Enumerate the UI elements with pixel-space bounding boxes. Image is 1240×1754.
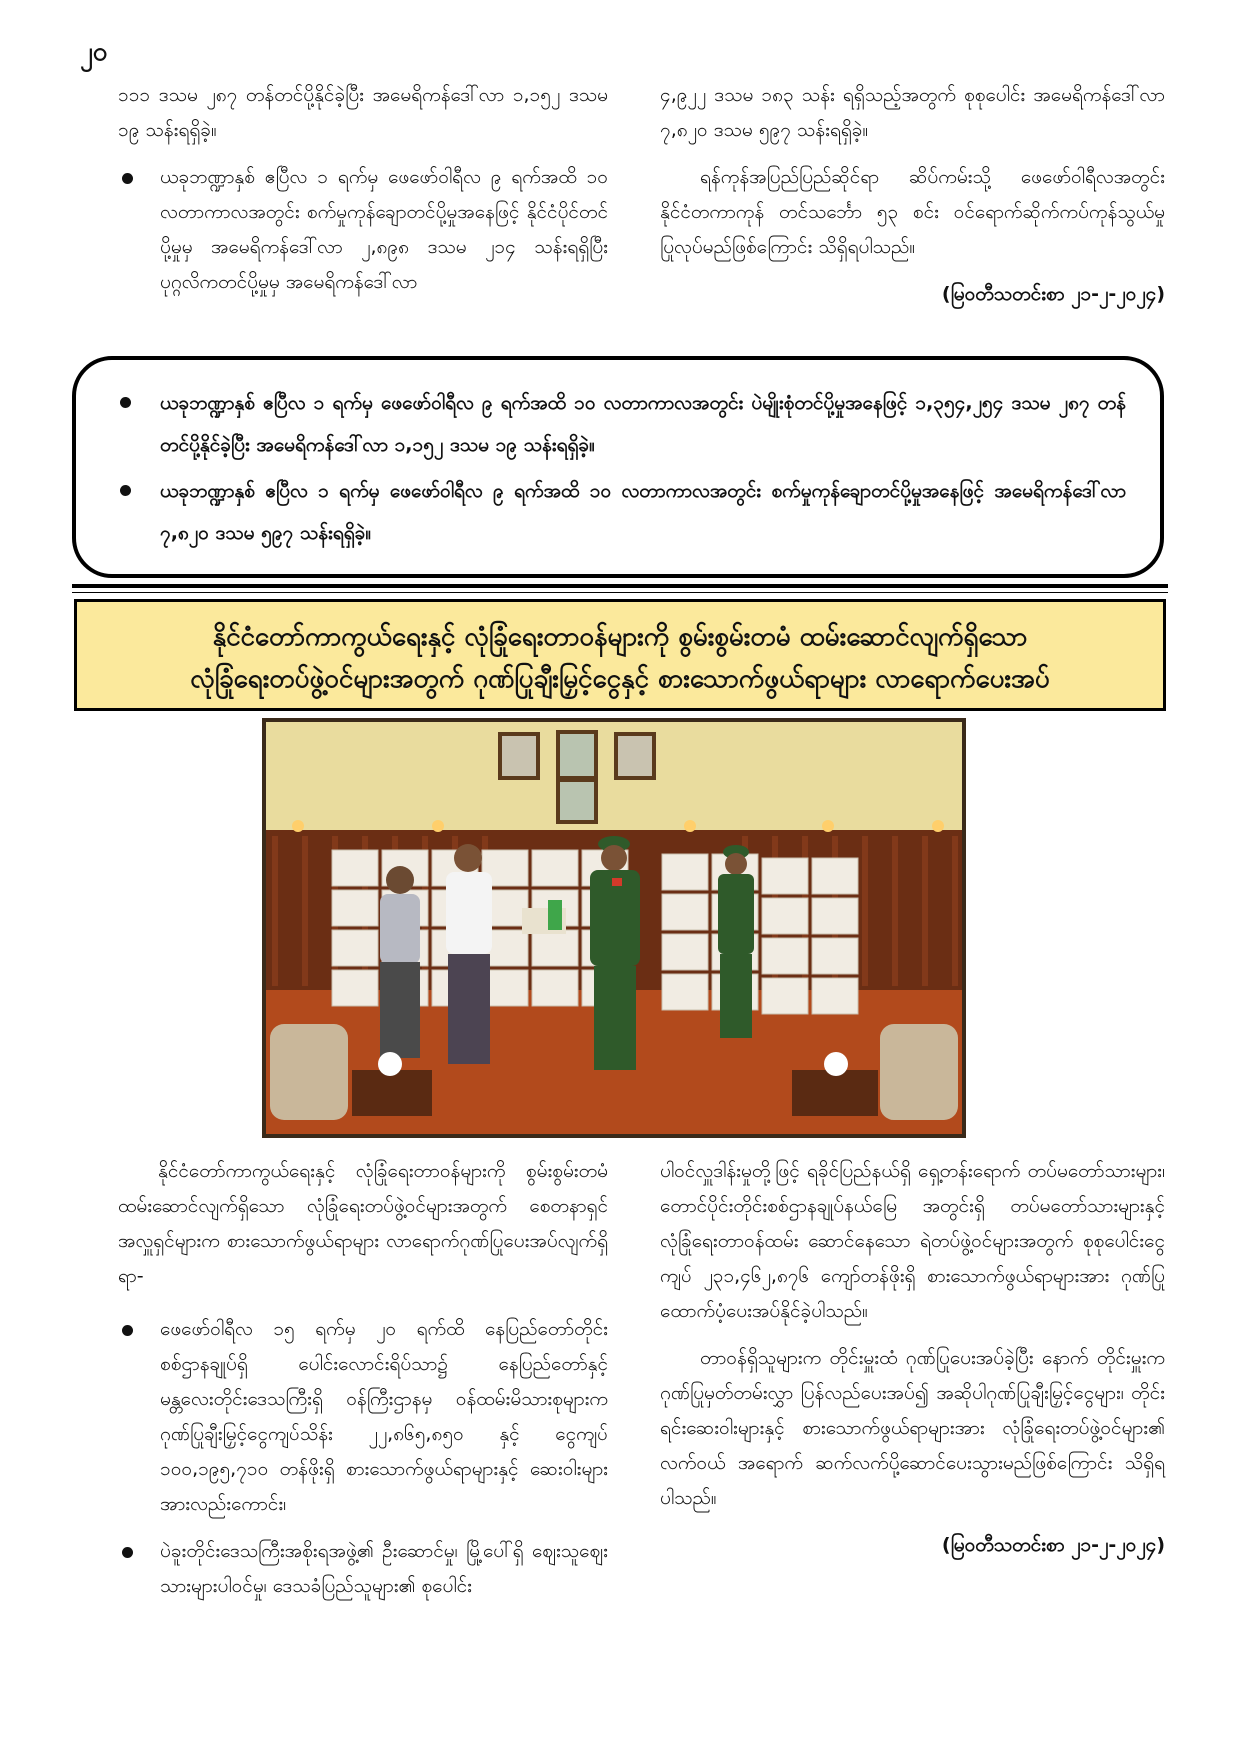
intro-paragraph: နိုင်ငံတော်ကာကွယ်ရေးနှင့် လုံခြုံရေးတာဝန်များကို စွမ်းစွမ်းတမံထမ်းဆောင်လျက်ရှိသော လုံခြုံရေးတပ်ဖွဲ့ဝင်များအတွက် စေတနာရှင်အလှူရှင်များက စားသောက်ဖွယ်ရာများ လာရောက်ဂုဏ်ပြုပေးအပ်လျက်ရှိရာ- <box>118 1160 608 1287</box>
divider <box>72 592 1168 593</box>
list-item-text: ပဲခူးတိုင်းဒေသကြီးအစိုးရအဖွဲ့၏ ဦးဆောင်မှု၊ မြို့ပေါ်ရှိ စျေးသူစျေးသားများပါဝင်မှု၊ ဒေသခံပြည်သူများ၏ စုပေါင်း <box>160 1540 608 1597</box>
bullet-icon <box>122 1547 133 1558</box>
top-right-column <box>660 78 1165 312</box>
continued-paragraph: ၁၁၁ ဒသမ ၂၈၇ တန်တင်ပို့နိုင်ခဲ့ပြီး အမေရိကန်ဒေါ်လာ ၁,၁၅၂ ဒသမ ၁၉ သန်းရရှိခဲ့။ <box>118 84 608 141</box>
donation-ceremony-photo <box>262 718 966 1138</box>
paragraph: တာဝန်ရှိသူများက တိုင်းမှူးထံ ဂုဏ်ပြုပေးအပ်ခဲ့ပြီး နောက် တိုင်းမှူးက ဂုဏ်ပြုမှတ်တမ်းလွှာ ပြန်လည်ပေးအပ်၍ အဆိုပါဂုဏ်ပြုချီးမြှင့်ငွေများ၊ တိုင်းရင်းဆေးဝါးများနှင့် စားသောက်ဖွယ်ရာများအား လုံခြုံရေးတပ်ဖွဲ့ဝင်များ၏ လက်ဝယ် အရောက် ဆက်လက်ပို့ဆောင်ပေးသွားမည်ဖြစ်ကြောင်း သိရှိရပါသည်။ <box>660 1347 1165 1509</box>
bullet-icon <box>120 485 131 496</box>
divider <box>72 584 1168 588</box>
summary-box <box>72 356 1164 578</box>
bottom-left-column <box>118 1154 608 1616</box>
continued-paragraph: ပါဝင်လှူဒါန်းမှုတို့ဖြင့် ရခိုင်ပြည်နယ်ရှိ ရှေ့တန်းရောက် တပ်မတော်သားများ၊ တောင်ပိုင်းတိုင်းစစ်ဌာနချုပ်နယ်မြေ အတွင်းရှိ တပ်မတော်သားများနှင့် လုံခြုံရေးတာဝန်ထမ်း ဆောင်နေသော ရဲတပ်ဖွဲ့ဝင်များအတွက် စုစုပေါင်းငွေကျပ် ၂၃၁,၄၆၂,၈၇၆ ကျော်တန်ဖိုးရှိ စားသောက်ဖွယ်ရာများအား ဂုဏ်ပြုထောက်ပံ့ပေးအပ်နိုင်ခဲ့ပါသည်။ <box>660 1160 1165 1322</box>
bullet-icon <box>122 173 133 184</box>
list-item <box>116 382 1126 466</box>
photo-illustration <box>262 718 966 1138</box>
headline-line-1: နိုင်ငံတော်ကာကွယ်ရေးနှင့် လုံခြုံရေးတာဝန်များကို စွမ်းစွမ်းတမံ ထမ်းဆောင်လျက်ရှိသော <box>212 622 1028 652</box>
list-item <box>116 470 1126 554</box>
article-headline <box>74 599 1166 711</box>
list-item <box>118 1534 608 1604</box>
bullet-icon <box>120 397 131 408</box>
list-item-text: ဖေဖော်ဝါရီလ ၁၅ ရက်မှ ၂၀ ရက်ထိ နေပြည်တော်တိုင်း စစ်ဌာနချုပ်ရှိ ပေါင်းလောင်းရိပ်သာ၌ နေပြည်တော်နှင့် မန္တလေးတိုင်းဒေသကြီးရှိ ဝန်ကြီးဌာနမှ ဝန်ထမ်းမိသားစုများက ဂုဏ်ပြုချီးမြှင့်ငွေကျပ်သိန်း ၂၂,၈၆၅,၈၅၀ နှင့် ငွေကျပ် ၁၀၀,၁၉၅,၇၁၀ တန်ဖိုးရှိ စားသောက်ဖွယ်ရာများနှင့် ဆေးဝါးများအားလည်းကောင်း၊ <box>160 1318 608 1515</box>
list-item-text: ယခုဘဏ္ဍာနှစ် ဧပြီလ ၁ ရက်မှ ဖေဖော်ဝါရီလ ၉ ရက်အထိ ၁၀ လတာကာလအတွင်း စက်မှုကုန်ချောတင်ပို့မှုအနေဖြင့် အမေရိကန်ဒေါ်လာ ၇,၈၂၀ ဒသမ ၅၉၇ သန်းရရှိခဲ့။ <box>160 480 1126 544</box>
source-citation: (မြဝတီသတင်းစာ ၂၁-၂-၂၀၂၄) <box>941 283 1165 305</box>
bottom-right-column <box>660 1154 1165 1563</box>
list-item <box>118 1312 608 1522</box>
headline-line-2: လုံခြုံရေးတပ်ဖွဲ့ဝင်များအတွက် ဂုဏ်ပြုချီးမြှင့်ငွေနှင့် စားသောက်ဖွယ်ရာများ လာရောက်ပေးအပ် <box>190 664 1050 694</box>
paragraph: ရန်ကုန်အပြည်ပြည်ဆိုင်ရာ ဆိပ်ကမ်းသို့ ဖေဖော်ဝါရီလအတွင်း နိုင်ငံတကာကုန် တင်သင်္ဘော ၅၃ စင်း ဝင်ရောက်ဆိုက်ကပ်ကုန်သွယ်မှုပြုလုပ်မည်ဖြစ်ကြောင်း သိရှိရပါသည်။ <box>660 166 1165 258</box>
list-item-text: ယခုဘဏ္ဍာနှစ် ဧပြီလ ၁ ရက်မှ ဖေဖော်ဝါရီလ ၉ ရက်အထိ ၁၀ လတာကာလအတွင်း စက်မှုကုန်ချောတင်ပို့မှုအနေဖြင့် နိုင်ငံပိုင်တင်ပို့မှုမှ အမေရိကန်ဒေါ်လာ ၂,၈၉၈ ဒသမ ၂၁၄ သန်းရရှိပြီး ပုဂ္ဂလိကတင်ပို့မှုမှ အမေရိကန်ဒေါ်လာ <box>160 166 608 293</box>
continued-paragraph: ၄,၉၂၂ ဒသမ ၁၈၃ သန်း ရရှိသည့်အတွက် စုစုပေါင်း အမေရိကန်ဒေါ်လာ ၇,၈၂၀ ဒသမ ၅၉၇ သန်းရရှိခဲ့။ <box>660 84 1165 141</box>
list-item <box>118 160 608 300</box>
top-left-column <box>118 78 608 312</box>
list-item-text: ယခုဘဏ္ဍာနှစ် ဧပြီလ ၁ ရက်မှ ဖေဖော်ဝါရီလ ၉ ရက်အထိ ၁၀ လတာကာလအတွင်း ပဲမျိုးစုံတင်ပို့မှုအနေဖြင့် ၁,၃၅၄,၂၅၄ ဒသမ ၂၈၇ တန်တင်ပို့နိုင်ခဲ့ပြီး အမေရိကန်ဒေါ်လာ ၁,၁၅၂ ဒသမ ၁၉ သန်းရရှိခဲ့။ <box>160 392 1126 456</box>
source-citation: (မြဝတီသတင်းစာ ၂၁-၂-၂၀၂၄) <box>941 1534 1165 1556</box>
bullet-icon <box>122 1325 133 1336</box>
page-number: ၂၀ <box>80 37 108 67</box>
